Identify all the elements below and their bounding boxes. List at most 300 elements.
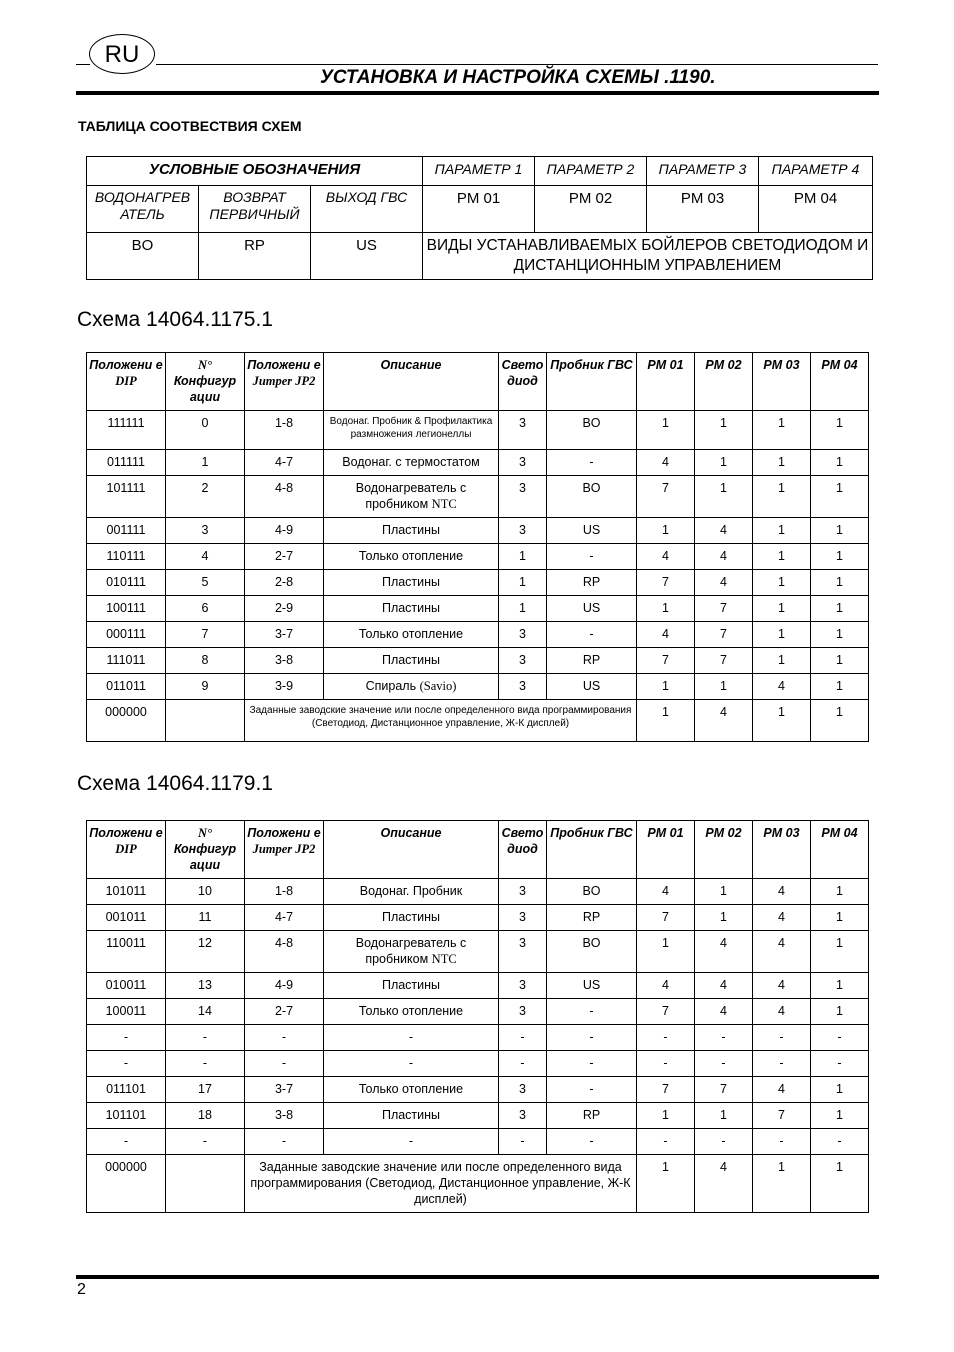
table-row bbox=[87, 518, 869, 544]
led-cell: 3 bbox=[499, 518, 547, 544]
pm-04-cell: 1 bbox=[811, 879, 869, 905]
jumper-cell: 4-8 bbox=[245, 476, 324, 518]
pm-01-cell: 7 bbox=[637, 476, 695, 518]
config-cell: 18 bbox=[166, 1103, 245, 1129]
col-config-prefix: N° bbox=[197, 358, 213, 372]
header-rule-right bbox=[156, 64, 878, 65]
description-cell bbox=[324, 411, 499, 450]
pm-02-cell: - bbox=[695, 1051, 753, 1077]
col-jumper-header bbox=[245, 821, 324, 879]
probe-cell: - bbox=[547, 622, 637, 648]
pm-04-cell: - bbox=[811, 1025, 869, 1051]
jumper-cell: 1-8 bbox=[245, 411, 324, 450]
pm-02-cell: 1 bbox=[695, 879, 753, 905]
dip-cell: 011011 bbox=[87, 674, 166, 700]
probe-cell: RP bbox=[547, 1103, 637, 1129]
col-jumper-suffix: Jumper JP2 bbox=[252, 374, 316, 388]
pm-01-cell: 7 bbox=[637, 999, 695, 1025]
jumper-cell: 4-7 bbox=[245, 905, 324, 931]
dip-cell: 000000 bbox=[87, 1155, 166, 1213]
description-cell bbox=[324, 570, 499, 596]
pm-03-cell: - bbox=[753, 1025, 811, 1051]
col-dip-label: Положени е bbox=[89, 826, 163, 840]
pm-04-cell: 1 bbox=[811, 596, 869, 622]
description-cell bbox=[324, 450, 499, 476]
col-jumper-label: Положени е bbox=[247, 358, 321, 372]
description-cell bbox=[324, 905, 499, 931]
led-cell: 3 bbox=[499, 622, 547, 648]
dip-cell: 010011 bbox=[87, 973, 166, 999]
config-cell: 17 bbox=[166, 1077, 245, 1103]
schema-1-title: Схема 14064.1175.1 bbox=[77, 308, 273, 331]
description-cell bbox=[324, 1051, 499, 1077]
led-cell: 3 bbox=[499, 973, 547, 999]
pm-03-cell: - bbox=[753, 1051, 811, 1077]
jumper-cell: 2-8 bbox=[245, 570, 324, 596]
jumper-cell: 3-8 bbox=[245, 1103, 324, 1129]
pm-03-cell: 1 bbox=[753, 476, 811, 518]
boiler-types-note: ВИДЫ УСТАНАВЛИВАЕМЫХ БОЙЛЕРОВ СВЕТОДИОДОМ И ДИСТАНЦИОННЫМ УПРАВЛЕНИЕМ bbox=[423, 233, 873, 280]
table-row bbox=[87, 674, 869, 700]
param-4-header: ПАРАМЕТР 4 bbox=[759, 157, 873, 186]
description-text: Только отопление bbox=[358, 1082, 464, 1096]
probe-cell: - bbox=[547, 1077, 637, 1103]
pm-03-cell: 1 bbox=[753, 570, 811, 596]
led-cell: 3 bbox=[499, 476, 547, 518]
pm-04-cell: 1 bbox=[811, 622, 869, 648]
dip-cell: 111011 bbox=[87, 648, 166, 674]
table-row bbox=[87, 596, 869, 622]
pm-01-cell: 1 bbox=[637, 931, 695, 973]
symbol-code-rp: RP bbox=[199, 233, 311, 280]
pm-02-cell: 1 bbox=[695, 411, 753, 450]
config-cell: 7 bbox=[166, 622, 245, 648]
dip-cell: 100111 bbox=[87, 596, 166, 622]
pm-01-cell: 7 bbox=[637, 905, 695, 931]
led-cell: 3 bbox=[499, 1077, 547, 1103]
footer-rule bbox=[76, 1275, 879, 1279]
dip-cell: 111111 bbox=[87, 411, 166, 450]
description-cell bbox=[324, 476, 499, 518]
col-config-header bbox=[166, 821, 245, 879]
pm-02-cell: 1 bbox=[695, 905, 753, 931]
pm-01-cell: 7 bbox=[637, 648, 695, 674]
pm-03-label: PM 03 bbox=[647, 186, 759, 233]
col-config-prefix: N° bbox=[197, 826, 213, 840]
config-cell: 6 bbox=[166, 596, 245, 622]
table-row bbox=[87, 450, 869, 476]
param-3-header: ПАРАМЕТР 3 bbox=[647, 157, 759, 186]
description-text: Пластины bbox=[381, 601, 441, 615]
pm-03-cell: 4 bbox=[753, 1077, 811, 1103]
led-cell: - bbox=[499, 1051, 547, 1077]
symbols-header: УСЛОВНЫЕ ОБОЗНАЧЕНИЯ bbox=[87, 157, 423, 186]
pm-02-cell: 4 bbox=[695, 700, 753, 742]
default-description-cell: Заданные заводские значение или после определенного вида программирования (Светодиод, Дистанционное управление, Ж-К дисплей) bbox=[245, 1155, 637, 1213]
legend-table-heading: ТАБЛИЦА СООТВЕСТВИЯ СХЕМ bbox=[78, 118, 302, 134]
table-row bbox=[87, 622, 869, 648]
config-cell: - bbox=[166, 1129, 245, 1155]
pm-02-cell: 4 bbox=[695, 973, 753, 999]
dip-cell: - bbox=[87, 1051, 166, 1077]
symbol-name-return: ВОЗВРАТ ПЕРВИЧНЫЙ bbox=[199, 186, 311, 233]
jumper-cell: 4-7 bbox=[245, 450, 324, 476]
description-cell bbox=[324, 518, 499, 544]
col-jumper-header bbox=[245, 353, 324, 411]
table-row bbox=[87, 931, 869, 973]
pm-02-cell: - bbox=[695, 1025, 753, 1051]
description-text: Пластины bbox=[381, 575, 441, 589]
pm-02-cell: 7 bbox=[695, 648, 753, 674]
description-text: Водонагреватель с пробником bbox=[355, 481, 467, 511]
default-description-cell: Заданные заводские значение или после определенного вида программирования (Светодиод, Дистанционное управление, Ж-К дисплей) bbox=[245, 700, 637, 742]
pm-01-cell: 1 bbox=[637, 700, 695, 742]
col-config-header bbox=[166, 353, 245, 411]
pm-04-cell: 1 bbox=[811, 411, 869, 450]
header-thick-rule bbox=[76, 91, 879, 95]
description-cell bbox=[324, 1103, 499, 1129]
pm-03-cell: 1 bbox=[753, 518, 811, 544]
probe-cell: - bbox=[547, 1025, 637, 1051]
pm-01-cell: - bbox=[637, 1025, 695, 1051]
pm-01-cell: - bbox=[637, 1051, 695, 1077]
symbol-code-us: US bbox=[311, 233, 423, 280]
pm-02-cell: 1 bbox=[695, 1103, 753, 1129]
description-cell bbox=[324, 544, 499, 570]
dip-cell: - bbox=[87, 1129, 166, 1155]
probe-cell: US bbox=[547, 973, 637, 999]
pm-04-cell: 1 bbox=[811, 674, 869, 700]
symbol-name-boiler: ВОДОНАГРЕВ АТЕЛЬ bbox=[87, 186, 199, 233]
jumper-cell: 2-9 bbox=[245, 596, 324, 622]
dip-cell: 110011 bbox=[87, 931, 166, 973]
config-cell: 11 bbox=[166, 905, 245, 931]
table-header-row bbox=[87, 353, 869, 411]
pm-01-cell: - bbox=[637, 1129, 695, 1155]
dip-cell: 010111 bbox=[87, 570, 166, 596]
pm-02-cell: 7 bbox=[695, 1077, 753, 1103]
led-cell: 3 bbox=[499, 1103, 547, 1129]
dip-cell: 101011 bbox=[87, 879, 166, 905]
led-cell: 3 bbox=[499, 931, 547, 973]
description-cell bbox=[324, 1025, 499, 1051]
col-pm-01-header: PM 01 bbox=[637, 821, 695, 879]
led-cell: 1 bbox=[499, 570, 547, 596]
col-led-header: Свето диод bbox=[499, 821, 547, 879]
pm-03-cell: 1 bbox=[753, 622, 811, 648]
col-desc-header: Описание bbox=[324, 821, 499, 879]
col-pm-04-header: PM 04 bbox=[811, 821, 869, 879]
pm-04-cell: - bbox=[811, 1051, 869, 1077]
dip-cell: 001111 bbox=[87, 518, 166, 544]
table-row bbox=[87, 1103, 869, 1129]
pm-02-cell: 1 bbox=[695, 450, 753, 476]
description-cell bbox=[324, 973, 499, 999]
table-row bbox=[87, 1025, 869, 1051]
jumper-cell: 3-8 bbox=[245, 648, 324, 674]
pm-03-cell: 1 bbox=[753, 1155, 811, 1213]
table-header-row bbox=[87, 821, 869, 879]
led-cell: 3 bbox=[499, 999, 547, 1025]
pm-01-cell: 1 bbox=[637, 1103, 695, 1129]
jumper-cell: 3-9 bbox=[245, 674, 324, 700]
description-text: Спираль bbox=[365, 679, 420, 693]
description-cell bbox=[324, 648, 499, 674]
description-cell bbox=[324, 931, 499, 973]
pm-04-cell: 1 bbox=[811, 931, 869, 973]
description-cell bbox=[324, 1077, 499, 1103]
description-text: Водонагреватель с пробником bbox=[355, 936, 467, 966]
description-text: Пластины bbox=[381, 1108, 441, 1122]
param-1-header: ПАРАМЕТР 1 bbox=[423, 157, 535, 186]
pm-03-cell: 4 bbox=[753, 973, 811, 999]
jumper-cell: 2-7 bbox=[245, 544, 324, 570]
pm-01-cell: 1 bbox=[637, 518, 695, 544]
description-cell bbox=[324, 879, 499, 905]
dip-cell: 011111 bbox=[87, 450, 166, 476]
col-dip-suffix: DIP bbox=[115, 374, 137, 388]
pm-01-cell: 1 bbox=[637, 1155, 695, 1213]
config-cell: 1 bbox=[166, 450, 245, 476]
jumper-cell: 3-7 bbox=[245, 622, 324, 648]
default-values-row bbox=[87, 700, 869, 742]
pm-02-cell: 4 bbox=[695, 931, 753, 973]
pm-02-cell: 4 bbox=[695, 518, 753, 544]
config-cell bbox=[166, 1155, 245, 1213]
pm-01-cell: 1 bbox=[637, 596, 695, 622]
dip-cell: 110111 bbox=[87, 544, 166, 570]
jumper-cell: 4-9 bbox=[245, 973, 324, 999]
pm-03-cell: 1 bbox=[753, 648, 811, 674]
pm-03-cell: - bbox=[753, 1129, 811, 1155]
description-text: - bbox=[408, 1056, 414, 1070]
schema-1-table bbox=[86, 352, 869, 742]
pm-01-label: PM 01 bbox=[423, 186, 535, 233]
description-text: Водонаг. Пробник & Профилактика размножения легионеллы bbox=[329, 416, 493, 440]
led-cell: - bbox=[499, 1025, 547, 1051]
description-text: - bbox=[408, 1134, 414, 1148]
symbol-code-bo: BO bbox=[87, 233, 199, 280]
jumper-cell: - bbox=[245, 1025, 324, 1051]
schema-2-table bbox=[86, 820, 869, 1213]
led-cell: 3 bbox=[499, 648, 547, 674]
config-cell: 2 bbox=[166, 476, 245, 518]
jumper-cell: 3-7 bbox=[245, 1077, 324, 1103]
pm-01-cell: 4 bbox=[637, 544, 695, 570]
pm-04-cell: 1 bbox=[811, 648, 869, 674]
dip-cell: 011101 bbox=[87, 1077, 166, 1103]
jumper-cell: - bbox=[245, 1129, 324, 1155]
page-number: 2 bbox=[77, 1281, 86, 1298]
page-title: УСТАНОВКА И НАСТРОЙКА СХЕМЫ .1190. bbox=[320, 67, 716, 88]
col-pm-01-header: PM 01 bbox=[637, 353, 695, 411]
probe-cell: - bbox=[547, 1129, 637, 1155]
jumper-cell: 2-7 bbox=[245, 999, 324, 1025]
led-cell: 3 bbox=[499, 879, 547, 905]
pm-04-cell: 1 bbox=[811, 905, 869, 931]
led-cell: - bbox=[499, 1129, 547, 1155]
probe-cell: US bbox=[547, 518, 637, 544]
pm-01-cell: 1 bbox=[637, 674, 695, 700]
header-rule-left bbox=[76, 64, 90, 65]
probe-cell: BO bbox=[547, 476, 637, 518]
pm-03-cell: 4 bbox=[753, 879, 811, 905]
legend-table bbox=[86, 156, 873, 280]
description-text: Водонаг. с термостатом bbox=[342, 455, 480, 469]
jumper-cell: - bbox=[245, 1051, 324, 1077]
config-cell: - bbox=[166, 1025, 245, 1051]
config-cell: 8 bbox=[166, 648, 245, 674]
dip-cell: - bbox=[87, 1025, 166, 1051]
config-cell: 3 bbox=[166, 518, 245, 544]
pm-04-cell: 1 bbox=[811, 476, 869, 518]
description-cell bbox=[324, 596, 499, 622]
table-row bbox=[87, 905, 869, 931]
config-cell: 13 bbox=[166, 973, 245, 999]
dip-cell: 100011 bbox=[87, 999, 166, 1025]
description-serif-text: NTC bbox=[431, 497, 457, 511]
pm-02-cell: 4 bbox=[695, 544, 753, 570]
pm-03-cell: 1 bbox=[753, 700, 811, 742]
pm-04-cell: 1 bbox=[811, 700, 869, 742]
description-text: Водонаг. Пробник bbox=[359, 884, 463, 898]
dip-cell: 101101 bbox=[87, 1103, 166, 1129]
table-row bbox=[87, 973, 869, 999]
jumper-cell: 4-8 bbox=[245, 931, 324, 973]
config-cell: 14 bbox=[166, 999, 245, 1025]
pm-04-cell: - bbox=[811, 1129, 869, 1155]
dip-cell: 101111 bbox=[87, 476, 166, 518]
pm-02-cell: 4 bbox=[695, 1155, 753, 1213]
pm-02-cell: 4 bbox=[695, 570, 753, 596]
col-pm-02-header: PM 02 bbox=[695, 821, 753, 879]
led-cell: 1 bbox=[499, 596, 547, 622]
led-cell: 3 bbox=[499, 905, 547, 931]
description-text: Пластины bbox=[381, 523, 441, 537]
probe-cell: RP bbox=[547, 570, 637, 596]
led-cell: 1 bbox=[499, 544, 547, 570]
probe-cell: RP bbox=[547, 905, 637, 931]
pm-01-cell: 4 bbox=[637, 450, 695, 476]
col-probe-header: Пробник ГВС bbox=[547, 353, 637, 411]
col-dip-header bbox=[87, 821, 166, 879]
pm-01-cell: 7 bbox=[637, 570, 695, 596]
pm-03-cell: 4 bbox=[753, 999, 811, 1025]
jumper-cell: 1-8 bbox=[245, 879, 324, 905]
probe-cell: US bbox=[547, 596, 637, 622]
symbol-name-dhw: ВЫХОД ГВС bbox=[311, 186, 423, 233]
pm-01-cell: 4 bbox=[637, 879, 695, 905]
table-row bbox=[87, 476, 869, 518]
pm-02-cell: - bbox=[695, 1129, 753, 1155]
pm-01-cell: 4 bbox=[637, 622, 695, 648]
pm-01-cell: 7 bbox=[637, 1077, 695, 1103]
dip-cell: 000000 bbox=[87, 700, 166, 742]
config-cell: 0 bbox=[166, 411, 245, 450]
config-cell: 5 bbox=[166, 570, 245, 596]
description-cell bbox=[324, 999, 499, 1025]
probe-cell: - bbox=[547, 544, 637, 570]
col-pm-02-header: PM 02 bbox=[695, 353, 753, 411]
config-cell bbox=[166, 700, 245, 742]
pm-03-cell: 1 bbox=[753, 544, 811, 570]
col-pm-03-header: PM 03 bbox=[753, 821, 811, 879]
description-text: Пластины bbox=[381, 910, 441, 924]
schema-2-title: Схема 14064.1179.1 bbox=[77, 772, 273, 795]
col-jumper-suffix: Jumper JP2 bbox=[252, 842, 316, 856]
table-row bbox=[87, 1077, 869, 1103]
pm-01-cell: 4 bbox=[637, 973, 695, 999]
led-cell: 3 bbox=[499, 674, 547, 700]
pm-04-cell: 1 bbox=[811, 1077, 869, 1103]
pm-04-cell: 1 bbox=[811, 1155, 869, 1213]
config-cell: - bbox=[166, 1051, 245, 1077]
probe-cell: - bbox=[547, 999, 637, 1025]
param-2-header: ПАРАМЕТР 2 bbox=[535, 157, 647, 186]
pm-04-cell: 1 bbox=[811, 544, 869, 570]
col-config-label: Конфигур ации bbox=[173, 374, 237, 404]
dip-cell: 001011 bbox=[87, 905, 166, 931]
table-row bbox=[87, 999, 869, 1025]
table-row bbox=[87, 1051, 869, 1077]
probe-cell: RP bbox=[547, 648, 637, 674]
led-cell: 3 bbox=[499, 450, 547, 476]
table-row bbox=[87, 544, 869, 570]
col-dip-suffix: DIP bbox=[115, 842, 137, 856]
pm-04-cell: 1 bbox=[811, 450, 869, 476]
probe-cell: - bbox=[547, 1051, 637, 1077]
pm-03-cell: 4 bbox=[753, 931, 811, 973]
config-cell: 12 bbox=[166, 931, 245, 973]
probe-cell: - bbox=[547, 450, 637, 476]
description-text: Только отопление bbox=[358, 1004, 464, 1018]
col-config-label: Конфигур ации bbox=[173, 842, 237, 872]
probe-cell: US bbox=[547, 674, 637, 700]
col-led-header: Свето диод bbox=[499, 353, 547, 411]
dip-cell: 000111 bbox=[87, 622, 166, 648]
table-row bbox=[87, 570, 869, 596]
pm-04-label: PM 04 bbox=[759, 186, 873, 233]
description-cell bbox=[324, 622, 499, 648]
pm-02-cell: 7 bbox=[695, 596, 753, 622]
table-row bbox=[87, 411, 869, 450]
pm-04-cell: 1 bbox=[811, 518, 869, 544]
language-badge: RU bbox=[89, 34, 155, 74]
table-row bbox=[87, 648, 869, 674]
config-cell: 4 bbox=[166, 544, 245, 570]
pm-03-cell: 7 bbox=[753, 1103, 811, 1129]
description-text: Только отопление bbox=[358, 549, 464, 563]
description-serif-text: (Savio) bbox=[419, 679, 457, 693]
pm-02-label: PM 02 bbox=[535, 186, 647, 233]
pm-02-cell: 7 bbox=[695, 622, 753, 648]
col-pm-03-header: PM 03 bbox=[753, 353, 811, 411]
default-values-row bbox=[87, 1155, 869, 1213]
probe-cell: BO bbox=[547, 931, 637, 973]
description-cell bbox=[324, 674, 499, 700]
table-row bbox=[87, 879, 869, 905]
pm-03-cell: 1 bbox=[753, 596, 811, 622]
pm-04-cell: 1 bbox=[811, 999, 869, 1025]
description-text: Только отопление bbox=[358, 627, 464, 641]
description-text: - bbox=[408, 1030, 414, 1044]
description-text: Пластины bbox=[381, 653, 441, 667]
pm-02-cell: 1 bbox=[695, 674, 753, 700]
probe-cell: BO bbox=[547, 879, 637, 905]
pm-04-cell: 1 bbox=[811, 973, 869, 999]
description-text: Пластины bbox=[381, 978, 441, 992]
pm-03-cell: 1 bbox=[753, 411, 811, 450]
